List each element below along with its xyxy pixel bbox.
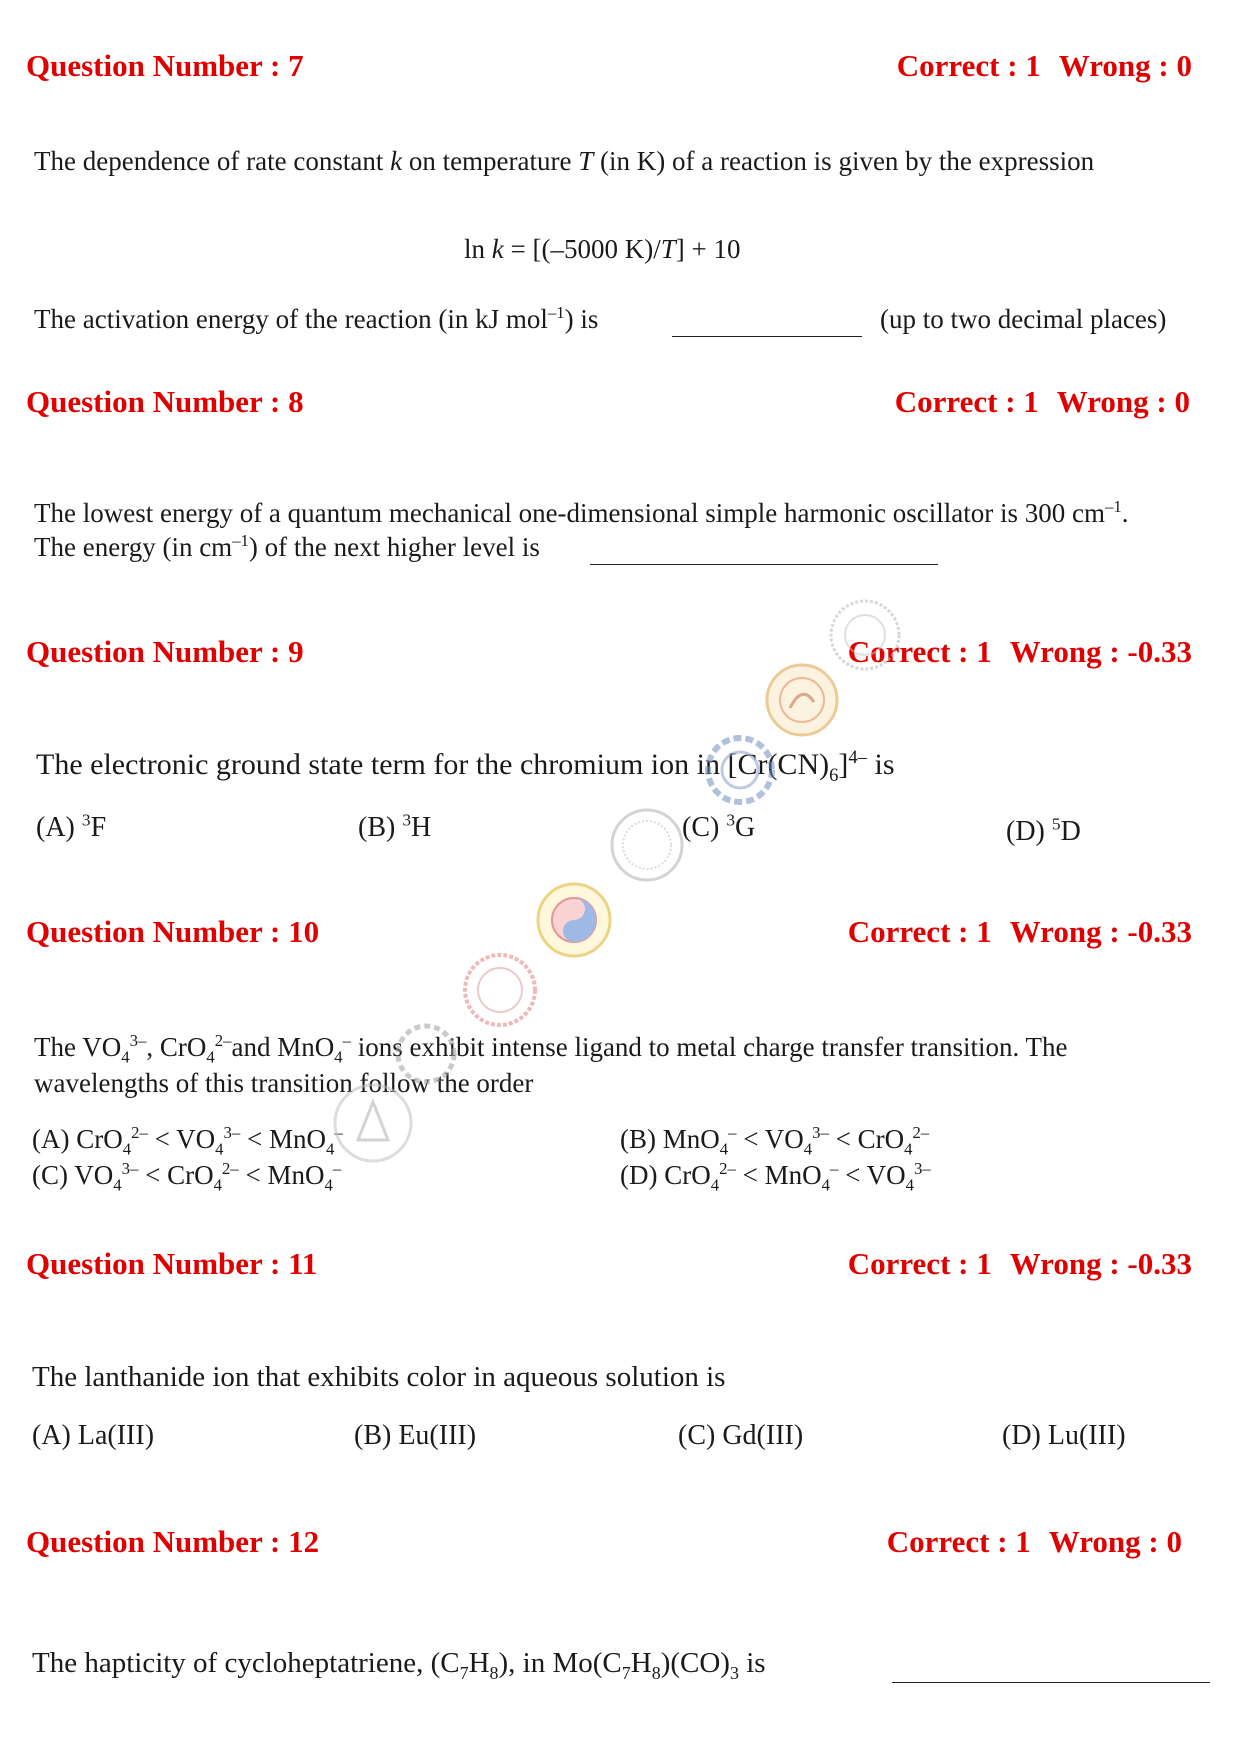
marking-scheme [848, 1246, 1192, 1282]
correct-marks: Correct : 1 [896, 48, 1041, 83]
answer-blank[interactable] [590, 538, 938, 565]
watermark-seal-icon [460, 950, 540, 1030]
watermark-seal-icon [330, 1080, 416, 1166]
option-c[interactable]: (C) $^3$G [682, 810, 756, 843]
question-number: Question Number : 8 [26, 384, 304, 419]
option-a[interactable]: (A) $^3$F [36, 810, 107, 843]
question-9-text: The electronic ground state term for the chromium ion in $[Cr(CN)_6]^{4-}$ is [36, 747, 895, 786]
watermark-seal-icon [828, 598, 902, 672]
correct-marks: Correct : 1 [847, 914, 992, 949]
option-b[interactable]: (B) Eu(III) [354, 1420, 477, 1451]
question-number: Question Number : 12 [26, 1524, 320, 1559]
wrong-marks: Wrong : 0 [1058, 48, 1192, 83]
wrong-marks: Wrong : 0 [1048, 1524, 1182, 1559]
watermark-gear-icon [700, 730, 780, 810]
question-7-text: The dependence of rate constant k on temperature T (in K) of a reaction is given by the expression [34, 146, 1095, 176]
question-12-header [26, 1524, 1202, 1564]
option-c[interactable]: (C) Gd(III) [678, 1420, 804, 1451]
answer-blank[interactable] [892, 1656, 1210, 1683]
watermark-seal-icon [608, 806, 686, 884]
correct-marks: Correct : 1 [894, 384, 1039, 419]
question-8-header [26, 384, 1202, 424]
question-number: Question Number : 11 [26, 1246, 318, 1281]
wrong-marks: Wrong : 0 [1056, 384, 1190, 419]
question-8-line-2: The energy (in $cm^{-1}$) of the next higher level is [34, 531, 540, 562]
question-10-line-2: wavelengths of this transition follow the order [34, 1068, 534, 1098]
option-a[interactable]: (A) $CrO_4^{2-} < VO_4^{3-} < MnO_4^-$ [32, 1123, 343, 1159]
watermark-seal-icon [534, 880, 614, 960]
question-7-header [26, 48, 1202, 88]
watermark-gear-icon [390, 1018, 462, 1090]
question-9-header [26, 634, 1202, 674]
question-number: Question Number : 7 [26, 48, 304, 83]
question-8-line-1: The lowest energy of a quantum mechanical one-dimensional simple harmonic oscillator is 300 $cm^{-1}$. [34, 497, 1129, 528]
wrong-marks: Wrong : -0.33 [1009, 1246, 1192, 1281]
question-number: Question Number : 10 [26, 914, 320, 949]
watermark-seal-icon [764, 662, 840, 738]
marking-scheme [848, 914, 1192, 950]
option-d[interactable]: (D) Lu(III) [1002, 1420, 1126, 1451]
question-11-header [26, 1246, 1202, 1286]
wrong-marks: Wrong : -0.33 [1009, 914, 1192, 949]
option-d[interactable]: (D) $^5$D [1006, 814, 1081, 847]
answer-blank[interactable] [672, 310, 862, 337]
wrong-marks: Wrong : -0.33 [1009, 634, 1192, 669]
question-7-equation: ln k = [(–5000 K)/T] + 10 [464, 234, 741, 264]
question-12-text: The hapticity of cycloheptatriene, $(C_7H_8)$, in $Mo(C_7H_8)(CO)_3$ is [32, 1647, 766, 1683]
marking-scheme [887, 1524, 1182, 1560]
question-7-precision-note: (up to two decimal places) [880, 304, 1167, 334]
question-11-text: The lanthanide ion that exhibits color in aqueous solution is [32, 1361, 726, 1393]
correct-marks: Correct : 1 [886, 1524, 1031, 1559]
correct-marks: Correct : 1 [847, 1246, 992, 1281]
option-a[interactable]: (A) La(III) [32, 1420, 155, 1451]
question-7-prompt: The activation energy of the reaction (in kJ mol$^{-1}$) is [34, 303, 599, 334]
option-d[interactable]: (D) $CrO_4^{2-} < MnO_4^- < VO_4^{3-}$ [620, 1159, 931, 1195]
marking-scheme [895, 384, 1190, 420]
marking-scheme [897, 48, 1192, 84]
question-number: Question Number : 9 [26, 634, 304, 669]
correct-marks: Correct : 1 [847, 634, 992, 669]
question-10-header [26, 914, 1202, 954]
option-c[interactable]: (C) $VO_4^{3-} < CrO_4^{2-} < MnO_4^-$ [32, 1159, 342, 1195]
option-b[interactable]: (B) $MnO_4^- < VO_4^{3-} < CrO_4^{2-}$ [620, 1123, 930, 1159]
question-10-line-1: The $VO_4^{3-}$, CrO$_4^{2-}$and MnO$_4$– ions exhibit intense ligand to metal charge transfer transition. The [34, 1031, 1068, 1067]
option-b[interactable]: (B) $^3$H [358, 810, 432, 843]
